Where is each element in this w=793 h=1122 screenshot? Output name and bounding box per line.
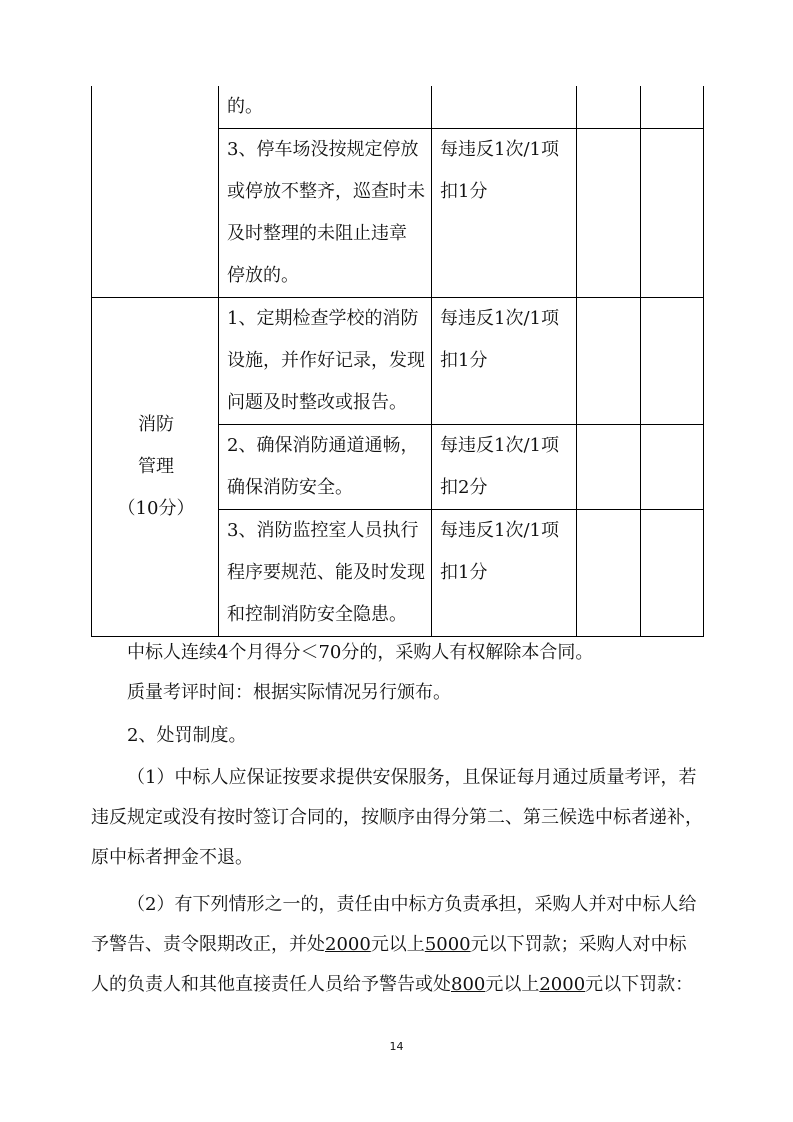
fine-amount: 5000 — [424, 934, 471, 955]
fine-amount: 800 — [451, 974, 486, 995]
table-cell-score — [577, 425, 641, 510]
page-number: 14 — [389, 1040, 404, 1053]
table-cell-rule: 每违反1次/1项 扣1分 — [432, 298, 577, 425]
table-cell-item: 2、确保消防通道通畅， 确保消防安全。 — [219, 425, 432, 510]
table-cell-category-fire: 消防 管理 （10分） — [92, 298, 219, 637]
table-cell-score — [577, 298, 641, 425]
section-heading-penalty: 2、处罚制度。 — [127, 725, 247, 746]
fine-amount: 2000 — [539, 974, 586, 995]
table-cell-rule: 每违反1次/1项 扣2分 — [432, 425, 577, 510]
table-cell-note — [641, 298, 704, 425]
penalty-line-2: 予警告、责令限期改正，并处2000元以上5000元以下罚款；采购人对中标 — [91, 934, 687, 955]
table-row — [92, 298, 704, 425]
table-cell-rule — [432, 86, 577, 129]
paragraph-penalty-1: （1）中标人应保证按要求提供安保服务，且保证每月通过质量考评，若 违反规定或没有按时签订合同的，按顺序由得分第二、第三候选中标者递补， 原中标者押金不退。 — [91, 767, 703, 868]
fine-amount: 2000 — [325, 934, 371, 955]
table-cell-score — [577, 129, 641, 298]
table-cell-score — [577, 510, 641, 637]
table-cell-rule: 每违反1次/1项 扣1分 — [432, 129, 577, 298]
paragraph-termination-rule: 中标人连续4个月得分＜70分的，采购人有权解除本合同。 — [127, 642, 594, 663]
table-cell-item: 3、停车场没按规定停放 或停放不整齐，巡查时未 及时整理的未阻止违章 停放的。 — [219, 129, 432, 298]
table-cell-note — [641, 86, 704, 129]
table-cell-item: 的。 — [219, 86, 432, 129]
paragraph-penalty-2: （2）有下列情形之一的，责任由中标方负责承担，采购人并对中标人给 予警告、责令限期改正，并处2000元以上5000元以下罚款；采购人对中标 人的负责人和其他直接责任人员给予警告或处800元以上2000元以下罚款： — [91, 885, 703, 1005]
penalty-line-3: 人的负责人和其他直接责任人员给予警告或处800元以上2000元以下罚款： — [91, 974, 694, 995]
table-cell-category-empty — [92, 86, 219, 298]
table-cell-score — [577, 86, 641, 129]
paragraph-evaluation-time: 质量考评时间：根据实际情况另行颁布。 — [127, 682, 451, 703]
score-table — [91, 86, 704, 637]
table-row — [92, 86, 704, 129]
table-cell-note — [641, 510, 704, 637]
table-cell-item: 1、定期检查学校的消防 设施，并作好记录，发现 问题及时整改或报告。 — [219, 298, 432, 425]
table-cell-note — [641, 129, 704, 298]
table-cell-rule: 每违反1次/1项 扣1分 — [432, 510, 577, 637]
table-cell-note — [641, 425, 704, 510]
table-cell-item: 3、消防监控室人员执行 程序要规范、能及时发现 和控制消防安全隐患。 — [219, 510, 432, 637]
